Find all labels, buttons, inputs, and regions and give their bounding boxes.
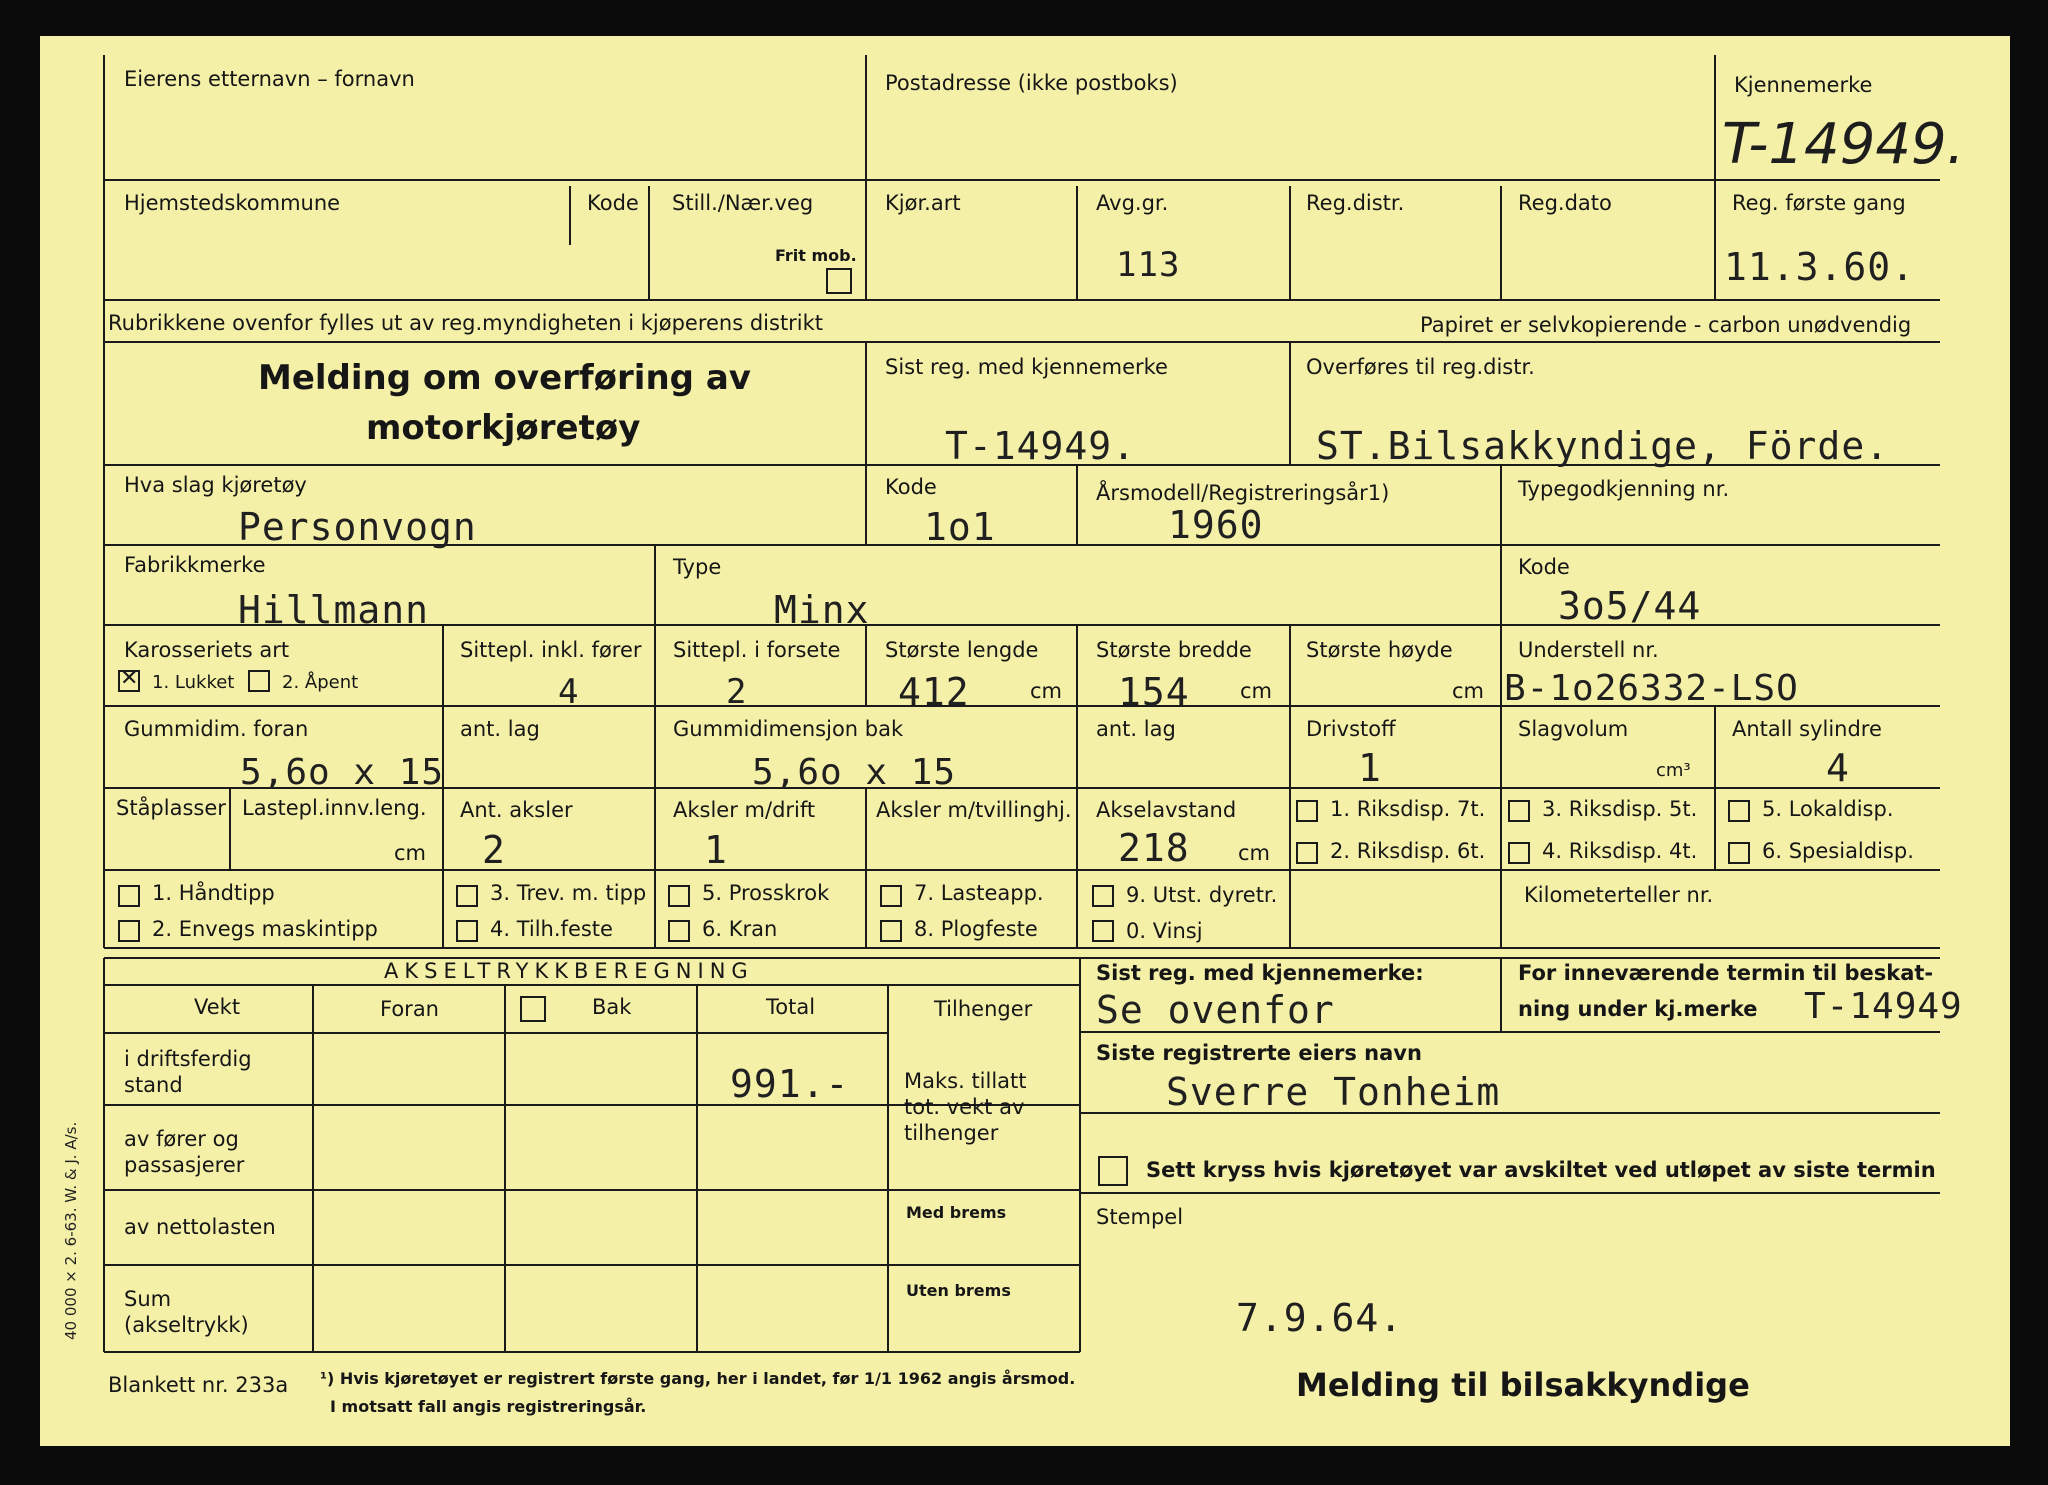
postal-address-label: Postadresse (ikke postboks) — [885, 71, 1178, 95]
plates-removed-checkbox[interactable] — [1098, 1156, 1128, 1186]
vinsj-label: 0. Vinsj — [1126, 919, 1203, 943]
make-code-value: 3o5/44 — [1558, 584, 1702, 628]
note-left: Rubrikkene ovenfor fylles ut av reg.myndigheten i kjøperens distrikt — [108, 311, 824, 335]
last-plate-label: Sist reg. med kjennemerke — [885, 355, 1168, 379]
rp-last-plate-label: Sist reg. med kjennemerke: — [1096, 961, 1424, 985]
riksdisp-4t-checkbox[interactable] — [1508, 842, 1530, 864]
form-title-line1: Melding om overføring av — [258, 358, 751, 398]
plates-removed-label: Sett kryss hvis kjøretøyet var avskiltet ved utløpet av siste termin — [1146, 1158, 1936, 1182]
to-district-label: Overføres til reg.distr. — [1306, 355, 1535, 379]
fuel-label: Drivstoff — [1306, 717, 1396, 741]
home-municipality-label: Hjemstedskommune — [124, 191, 341, 215]
first-reg-label: Reg. første gang — [1732, 191, 1906, 215]
length-label: Største lengde — [885, 638, 1039, 662]
stamp-date: 7.9.64. — [1236, 1296, 1404, 1340]
rear-checkbox[interactable] — [520, 996, 546, 1022]
trev-tipp-checkbox[interactable] — [456, 885, 478, 907]
footnote-1: ¹) Hvis kjøretøyet er registrert første gang, her i landet, før 1/1 1962 angis årsmod. — [320, 1369, 1076, 1388]
odometer-label: Kilometerteller nr. — [1524, 883, 1714, 907]
last-owner-label: Siste registrerte eiers navn — [1096, 1041, 1422, 1065]
form-number: Blankett nr. 233a — [108, 1373, 289, 1397]
free-mob-label: Frit mob. — [775, 246, 857, 265]
tax-group-value: 113 — [1116, 245, 1181, 285]
height-unit: cm — [1452, 679, 1485, 703]
col-weight: Vekt — [194, 995, 241, 1019]
cargo-length-unit: cm — [394, 841, 427, 865]
lokaldisp-checkbox[interactable] — [1728, 800, 1750, 822]
axle-count-value: 2 — [482, 828, 506, 872]
wheelbase-label: Akselavstand — [1096, 798, 1237, 822]
with-brakes-label: Med brems — [906, 1203, 1007, 1222]
width-value: 154 — [1118, 670, 1190, 714]
first-reg-value: 11.3.60. — [1724, 245, 1916, 289]
displacement-unit: cm³ — [1656, 760, 1691, 781]
without-brakes-label: Uten brems — [906, 1281, 1011, 1300]
cylinders-value: 4 — [1826, 746, 1850, 790]
type-approval-label: Typegodkjenning nr. — [1518, 477, 1730, 501]
stamp-label: Stempel — [1096, 1205, 1184, 1229]
trev-tipp-label: 3. Trev. m. tipp — [490, 881, 647, 905]
displacement-label: Slagvolum — [1518, 717, 1629, 741]
seats-label: Sittepl. inkl. fører — [460, 638, 642, 662]
closed-checkbox[interactable] — [118, 670, 140, 692]
standing-label: Ståplasser — [116, 796, 226, 820]
col-front: Foran — [380, 997, 439, 1021]
riksdisp-4t-label: 4. Riksdisp. 4t. — [1542, 839, 1698, 863]
cargo-length-label: Lastepl.innv.leng. — [242, 796, 427, 820]
free-mob-checkbox[interactable] — [826, 268, 852, 294]
tax-group-label: Avg.gr. — [1096, 191, 1169, 215]
row-driver: av fører og passasjerer — [124, 1127, 245, 1177]
make-code-label: Kode — [1518, 555, 1570, 579]
riksdisp-7t-label: 1. Riksdisp. 7t. — [1330, 797, 1486, 821]
row-sum: Sum (akseltrykk) — [124, 1287, 249, 1337]
make-label: Fabrikkmerke — [124, 553, 266, 577]
maskintipp-checkbox[interactable] — [118, 920, 140, 942]
dyretr-checkbox[interactable] — [1092, 885, 1114, 907]
plate-handwritten: T-14949. — [1722, 112, 1965, 177]
reg-district-label: Reg.distr. — [1306, 191, 1405, 215]
printer-mark: 40 000 × 2. 6-63. W. & J. A/s. — [62, 1121, 80, 1340]
note-right: Papiret er selvkopierende - carbon unødvendig — [1420, 313, 1912, 337]
wheelbase-value: 218 — [1118, 826, 1190, 870]
owner-name-label: Eierens etternavn – fornavn — [124, 67, 415, 91]
reg-date-label: Reg.dato — [1518, 191, 1612, 215]
tilhfeste-checkbox[interactable] — [456, 920, 478, 942]
front-tyre-value: 5,6o x 15 — [240, 752, 445, 793]
plate-label: Kjennemerke — [1734, 73, 1873, 97]
last-owner-value: Sverre Tonheim — [1166, 1070, 1501, 1114]
vinsj-checkbox[interactable] — [1092, 920, 1114, 942]
width-label: Største bredde — [1096, 638, 1252, 662]
twin-axles-label: Aksler m/tvillinghj. — [876, 798, 1072, 822]
prosskrok-label: 5. Prosskrok — [702, 881, 830, 905]
vehicle-code-value: 1o1 — [924, 505, 996, 549]
riksdisp-7t-checkbox[interactable] — [1296, 800, 1318, 822]
open-checkbox[interactable] — [248, 670, 270, 692]
body-type-label: Karosseriets art — [124, 638, 290, 662]
form-paper — [40, 36, 2010, 1446]
drive-type-label: Kjør.art — [885, 191, 961, 215]
code-label: Kode — [587, 191, 639, 215]
destination: Melding til bilsakkyndige — [1296, 1366, 1750, 1404]
front-tyre-label: Gummidim. foran — [124, 717, 309, 741]
height-label: Største høyde — [1306, 638, 1453, 662]
driven-axles-label: Aksler m/drift — [673, 798, 816, 822]
front-seats-label: Sittepl. i forsete — [673, 638, 841, 662]
chassis-label: Understell nr. — [1518, 638, 1659, 662]
col-trailer: Tilhenger — [934, 997, 1033, 1021]
wheelbase-unit: cm — [1238, 841, 1271, 865]
length-unit: cm — [1030, 679, 1063, 703]
chassis-value: B-1o26332-LSO — [1504, 668, 1799, 709]
plogfeste-label: 8. Plogfeste — [914, 917, 1038, 941]
dyretr-label: 9. Utst. dyretr. — [1126, 883, 1278, 907]
open-label: 2. Åpent — [282, 672, 359, 693]
form-title-line2: motorkjøretøy — [366, 408, 641, 448]
model-year-value: 1960 — [1168, 503, 1264, 547]
axle-load-heading: AKSELTRYKKBEREGNING — [384, 959, 754, 983]
prosskrok-checkbox[interactable] — [668, 885, 690, 907]
lasteapp-checkbox[interactable] — [880, 885, 902, 907]
kran-checkbox[interactable] — [668, 920, 690, 942]
term-label-2: ning under kj.merke — [1518, 997, 1758, 1021]
kran-label: 6. Kran — [702, 917, 778, 941]
fuel-value: 1 — [1358, 746, 1382, 790]
front-ply-label: ant. lag — [460, 717, 540, 741]
rear-tyre-label: Gummidimensjon bak — [673, 717, 904, 741]
handtipp-label: 1. Håndtipp — [152, 881, 275, 905]
rear-tyre-value: 5,6o x 15 — [752, 752, 957, 793]
to-district-value: ST.Bilsakkyndige, Förde. — [1316, 424, 1890, 468]
term-label-1: For inneværende termin til beskat- — [1518, 961, 1934, 985]
vehicle-kind-label: Hva slag kjøretøy — [124, 473, 307, 497]
axle-count-label: Ant. aksler — [460, 798, 573, 822]
spesialdisp-checkbox[interactable] — [1728, 842, 1750, 864]
total-weight-value: 991.- — [730, 1062, 850, 1106]
col-rear: Bak — [592, 995, 632, 1019]
driven-axles-value: 1 — [704, 828, 728, 872]
riksdisp-5t-label: 3. Riksdisp. 5t. — [1542, 797, 1698, 821]
type-value: Minx — [774, 588, 870, 632]
spesialdisp-label: 6. Spesialdisp. — [1762, 839, 1914, 863]
model-year-label: Årsmodell/Registreringsår1) — [1096, 481, 1390, 505]
footnote-2: I motsatt fall angis registreringsår. — [330, 1397, 647, 1416]
closed-label: 1. Lukket — [152, 672, 235, 693]
handtipp-checkbox[interactable] — [118, 885, 140, 907]
term-plate-value: T-14949 — [1804, 986, 1963, 1027]
riksdisp-5t-checkbox[interactable] — [1508, 800, 1530, 822]
last-plate-value: T-14949. — [945, 424, 1137, 468]
lokaldisp-label: 5. Lokaldisp. — [1762, 797, 1894, 821]
col-total: Total — [766, 995, 816, 1019]
position-label: Still./Nær.veg — [672, 191, 814, 215]
front-seats-value: 2 — [726, 672, 748, 712]
riksdisp-6t-label: 2. Riksdisp. 6t. — [1330, 839, 1486, 863]
lasteapp-label: 7. Lasteapp. — [914, 881, 1044, 905]
make-value: Hillmann — [238, 588, 430, 632]
row-ready: i driftsferdig stand — [124, 1047, 252, 1097]
row-net-load: av nettolasten — [124, 1215, 276, 1239]
rp-last-plate-value: Se ovenfor — [1096, 988, 1335, 1032]
vehicle-code-label: Kode — [885, 475, 937, 499]
seats-value: 4 — [558, 672, 580, 712]
cylinders-label: Antall sylindre — [1732, 717, 1882, 741]
width-unit: cm — [1240, 679, 1273, 703]
riksdisp-6t-checkbox[interactable] — [1296, 842, 1318, 864]
rear-ply-label: ant. lag — [1096, 717, 1176, 741]
trailer-max-label: Maks. tillatt tot. vekt av tilhenger — [904, 1069, 1027, 1145]
tilhfeste-label: 4. Tilh.feste — [490, 917, 613, 941]
plogfeste-checkbox[interactable] — [880, 920, 902, 942]
vehicle-kind-value: Personvogn — [238, 505, 477, 549]
maskintipp-label: 2. Envegs maskintipp — [152, 917, 378, 941]
type-label: Type — [673, 555, 722, 579]
length-value: 412 — [898, 670, 970, 714]
